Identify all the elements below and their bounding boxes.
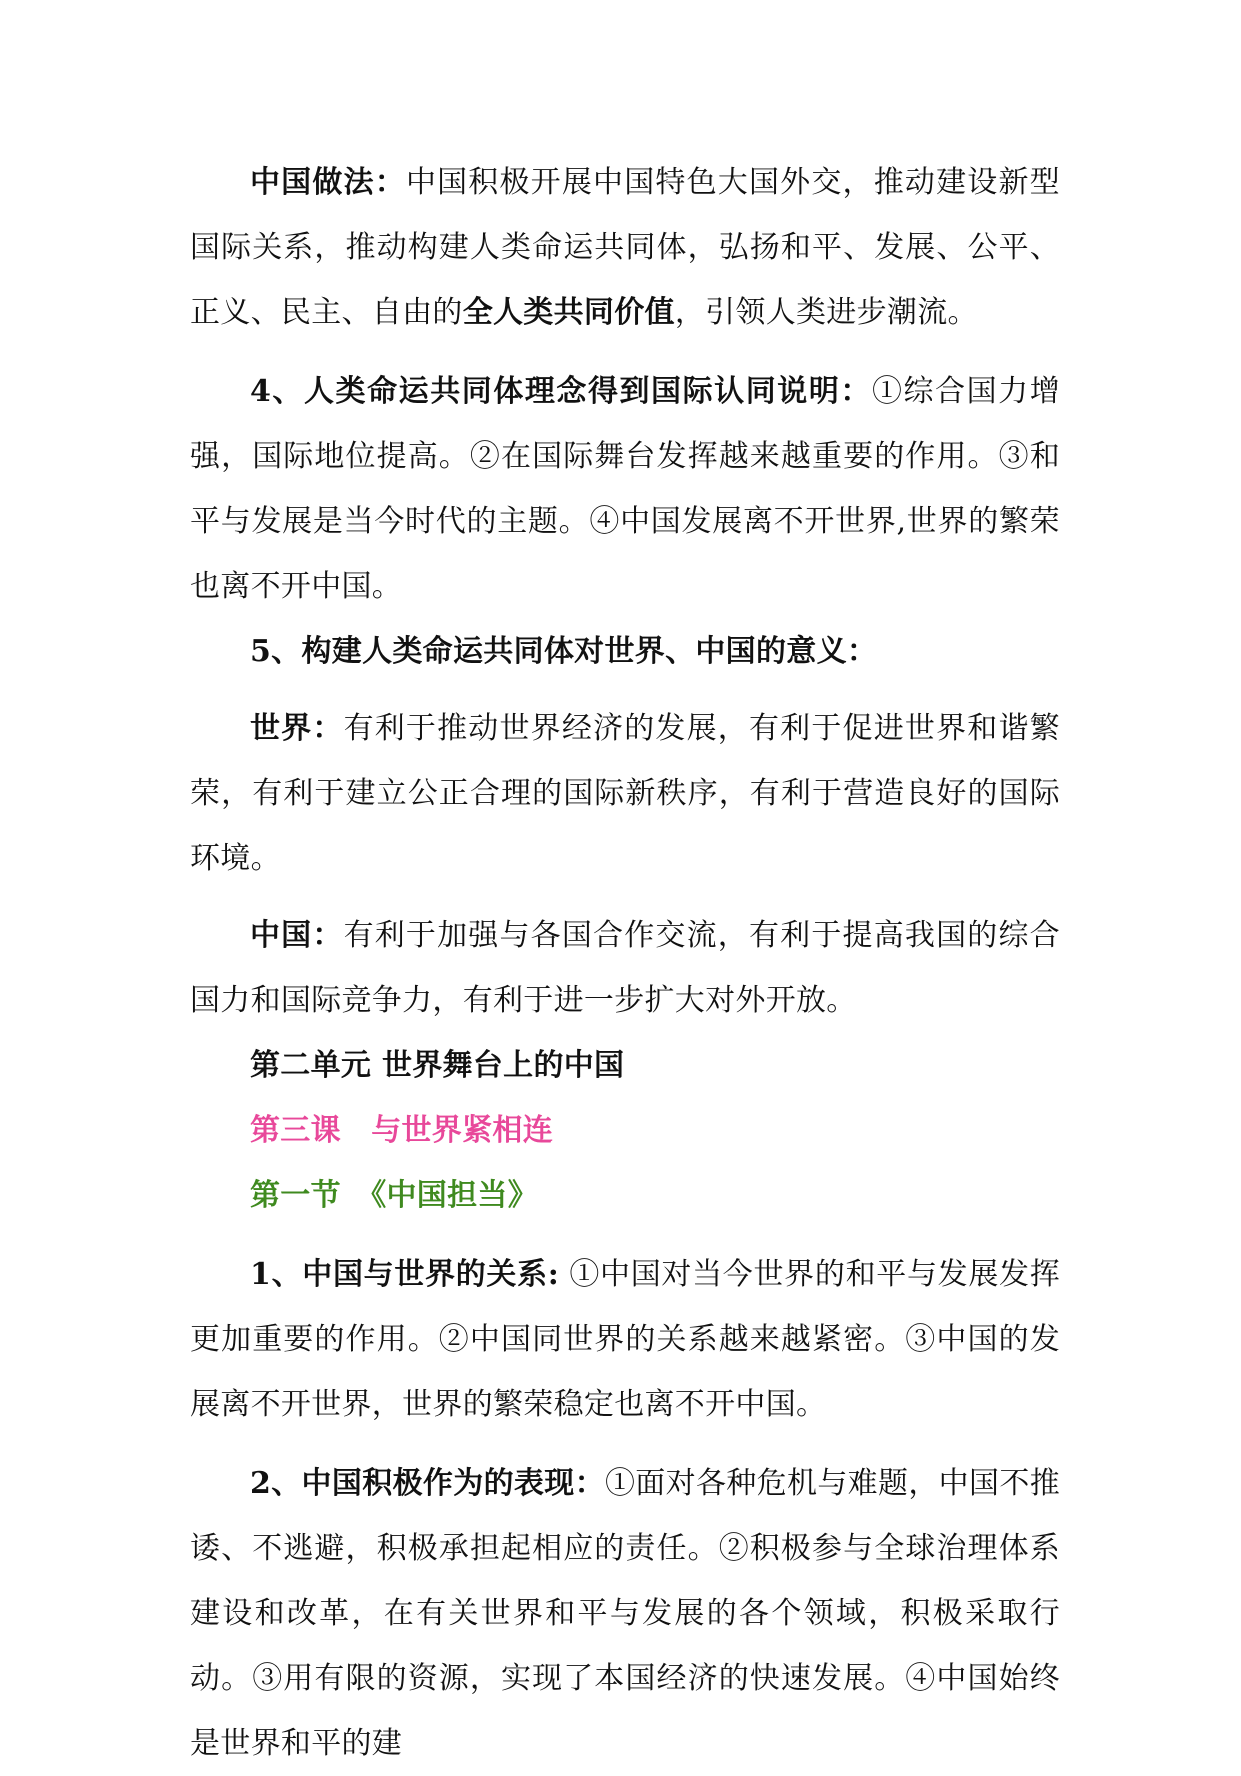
bold-common-values: 全人类共同价值 [462,295,675,330]
text-china-approach-b: ，引领人类进步潮流。 [674,295,978,330]
paragraph-recognition [190,359,1060,619]
text-recognition: ①综合国力增强，国际地位提高。②在国际舞台发挥越来越重要的作用。③和平与发展是当今时代的主题。④中国发展离不开世界,世界的繁荣也离不开中国。 [190,374,1060,604]
text-china: 有利于加强与各国合作交流，有利于提高我国的综合国力和国际竞争力，有利于进一步扩大对外开放。 [190,918,1060,1018]
unit-title: 第二单元 世界舞台上的中国 [250,1048,625,1083]
label-china-actions: 2、中国积极作为的表现： [250,1466,605,1501]
document-page [190,150,1060,1776]
text-china-approach-a: 中国积极开展中国特色大国外交，推动建设新型国际关系，推动构建人类命运共同体，弘扬和平、发展、公平、正义、民主、自由的 [190,165,1060,330]
paragraph-world-significance [190,696,1060,891]
label-china-approach: 中国做法： [250,165,406,200]
paragraph-china-significance [190,903,1060,1033]
label-china-world-relation: 1、中国与世界的关系: [250,1257,560,1292]
text-china-world-relation: ①中国对当今世界的和平与发展发挥更加重要的作用。②中国同世界的关系越来越紧密。③中国的发展离不开世界，世界的繁荣稳定也离不开中国。 [190,1257,1060,1422]
text-china-actions: ①面对各种危机与难题，中国不推诿、不逃避，积极承担起相应的责任。②积极参与全球治理体系建设和改革，在有关世界和平与发展的各个领域，积极采取行动。③用有限的资源，实现了本国经济的快速发展。④中国始终是世界和平的建 [190,1466,1060,1761]
paragraph-china-actions [190,1451,1060,1776]
label-recognition: 4、人类命运共同体理念得到国际认同说明： [250,374,872,409]
label-china: 中国： [250,918,344,953]
paragraph-china-world-relation [190,1242,1060,1437]
label-world: 世界： [250,711,344,746]
text-world: 有利于推动世界经济的发展，有利于促进世界和谐繁荣，有利于建立公正合理的国际新秩序，有利于营造良好的国际环境。 [190,711,1060,876]
section-title: 第一节 《中国担当》 [250,1178,538,1213]
heading-significance: 5、构建人类命运共同体对世界、中国的意义： [250,634,878,669]
lesson-title: 第三课 与世界紧相连 [250,1113,553,1148]
paragraph-china-approach [190,150,1060,345]
